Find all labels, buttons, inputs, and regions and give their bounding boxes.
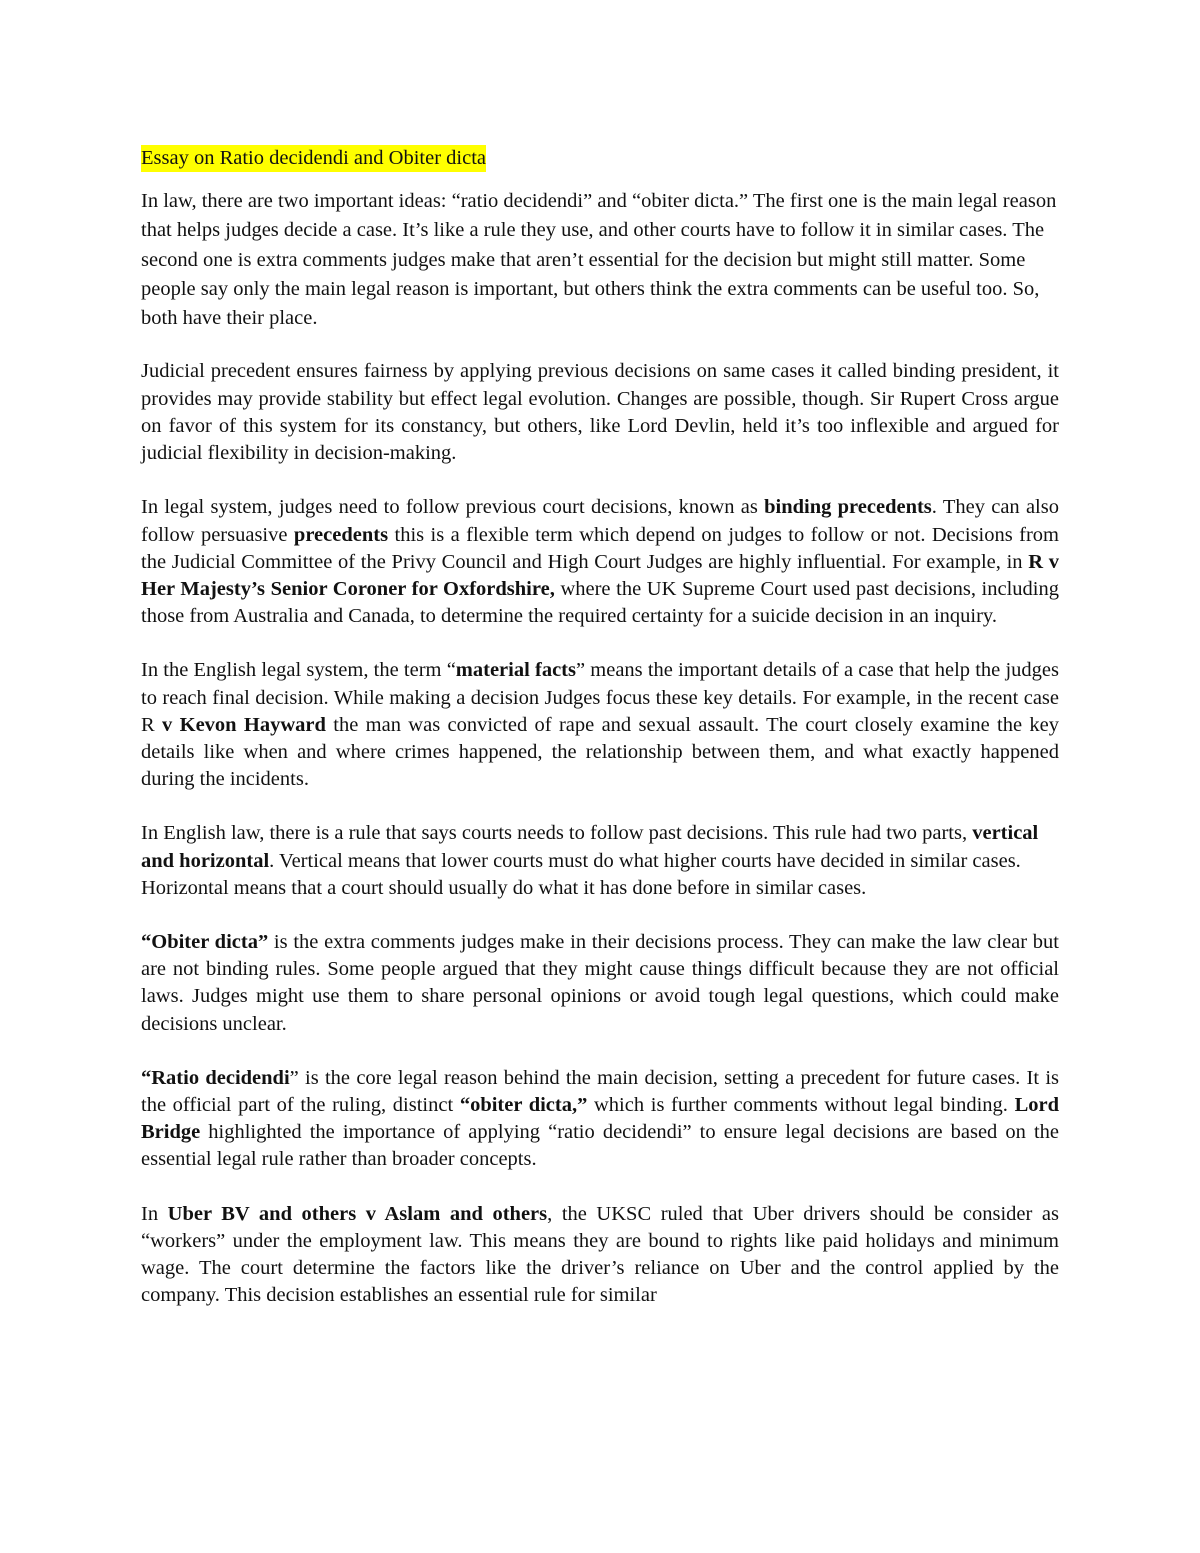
text-run: ” means the important details of a case that help the judges to reach final decision. While making a decision Judges focus these key details. For example, in the recent case R: [141, 659, 1059, 736]
paragraph-uber-case: [141, 1201, 1059, 1310]
bold-term: “Obiter dicta”: [141, 930, 269, 953]
text-run: ” is the core legal reason behind the main decision, setting a precedent for future cases. It is the official part of the ruling, distinct: [141, 1066, 1059, 1116]
text-run: In: [141, 1202, 168, 1225]
paragraph-material-facts: [141, 657, 1059, 793]
text-run: . They can also follow persuasive: [141, 496, 1059, 546]
title-highlight: Essay on Ratio decidendi and Obiter dicta: [141, 145, 486, 172]
paragraph-judicial-precedent: [141, 358, 1059, 467]
paragraph-text: In law, there are two important ideas: “ratio decidendi” and “obiter dicta.” The first one is the main legal reason that helps judges decide a case. It’s like a rule they use, and other courts have to follow it in similar cases. The second one is extra comments judges make that aren’t essential for the decision but might still matter. Some people say only the main legal reason is important, but others think the extra comments can be useful too. So, both have their place.: [141, 190, 1057, 330]
text-run: In English law, there is a rule that says courts needs to follow past decisions. This rule had two parts,: [141, 822, 973, 845]
bold-term: binding precedents: [764, 496, 932, 519]
case-name: R v Her Majesty’s Senior Coroner for Oxfordshire,: [141, 550, 1059, 600]
text-run: this is a flexible term which depend on judges to follow or not. Decisions from the Judicial Committee of the Privy Council and High Court Judges are highly influential. For example, in: [141, 523, 1060, 573]
case-name: Uber BV and others v Aslam and others: [167, 1202, 548, 1225]
text-run: which is further comments without legal binding.: [587, 1093, 1015, 1116]
bold-term: “obiter dicta,”: [459, 1093, 588, 1116]
text-run: In legal system, judges need to follow previous court decisions, known as: [141, 496, 765, 519]
text-run: highlighted the importance of applying “ratio decidendi” to ensure legal decisions are based on the essential legal rule rather than broader concepts.: [141, 1121, 1059, 1171]
paragraph-ratio-decidendi: [141, 1065, 1059, 1174]
text-run: , the UKSC ruled that Uber drivers should be consider as “workers” under the employment law. This means they are bound to rights like paid holidays and minimum wage. The court determine the factors like the driver’s reliance on Uber and the control applied by the company. This decision establishes an essential rule for similar: [141, 1202, 1059, 1307]
paragraph-vertical-horizontal: [141, 820, 1059, 902]
bold-term: material facts: [455, 659, 576, 682]
case-name: v Kevon Hayward: [162, 713, 326, 736]
paragraph-binding-precedents: [141, 494, 1059, 630]
paragraph-intro: [141, 187, 1059, 333]
text-run: In the English legal system, the term “: [141, 659, 456, 682]
paragraph-text: Judicial precedent ensures fairness by applying previous decisions on same cases it called binding president, it provides may provide stability but effect legal evolution. Changes are possible, though. Sir Rupert Cross argue on favor of this system for its constancy, but others, like Lord Devlin, held it’s too inflexible and argued for judicial flexibility in decision-making.: [141, 360, 1059, 465]
text-run: where the UK Supreme Court used past decisions, including those from Australia and Canada, to determine the required certainty for a suicide decision in an inquiry.: [141, 577, 1059, 628]
text-run: the man was convicted of rape and sexual assault. The court closely examine the key details like when and where crimes happened, the relationship between them, and what exactly happened during the incidents.: [141, 713, 1059, 791]
paragraph-obiter-dicta: [141, 929, 1059, 1038]
bold-term: precedents: [293, 523, 389, 546]
person-name: Lord Bridge: [141, 1093, 1059, 1144]
bold-term: vertical and horizontal: [141, 822, 1039, 872]
text-run: is the extra comments judges make in their decisions process. They can make the law clear but are not binding rules. Some people argued that they might cause things difficult because they are not official laws. Judges might use them to share personal opinions or avoid tough legal questions, which could make decisions unclear.: [141, 930, 1060, 1035]
text-run: . Vertical means that lower courts must do what higher courts have decided in similar cases. Horizontal means that a court should usually do what it has done before in similar cases.: [141, 849, 1021, 899]
document-body: [141, 143, 1059, 1309]
document-title: [141, 143, 1059, 173]
bold-term: “Ratio decidendi: [141, 1066, 290, 1089]
